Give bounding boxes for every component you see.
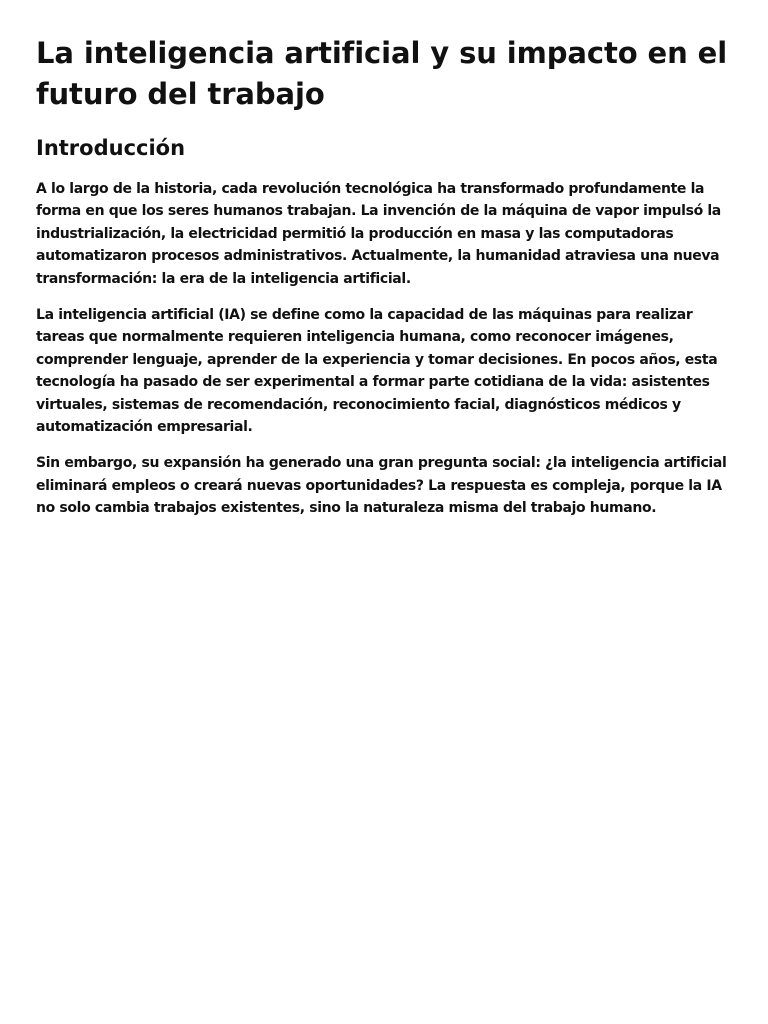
- section-heading-introduccion: Introducción: [36, 136, 186, 160]
- paragraph-1: A lo largo de la historia, cada revolución tecnológica ha transformado profundamente la forma en que los seres humanos trabajan. La invención de la máquina de vapor impulsó la industrialización, la electricidad permitió la producción en masa y las computadoras automatizaron procesos administrativos. Actualmente, la humanidad atraviesa una nueva transformación: la era de la inteligencia artificial.: [36, 181, 721, 287]
- paragraph-2: La inteligencia artificial (IA) se define como la capacidad de las máquinas para realizar tareas que normalmente requieren inteligencia humana, como reconocer imágenes, comprender lenguaje, aprender de la experiencia y tomar decisiones. En pocos años, esta tecnología ha pasado de ser experimental a formar parte cotidiana de la vida: asistentes virtuales, sistemas de recomendación, reconocimiento facial, diagnósticos médicos y automatización empresarial.: [36, 307, 718, 436]
- document-title: La inteligencia artificial y su impacto en el futuro del trabajo: [36, 36, 728, 111]
- paragraph-3: Sin embargo, su expansión ha generado una gran pregunta social: ¿la inteligencia artificial eliminará empleos o creará nuevas oportunidades? La respuesta es compleja, porque la IA no solo cambia trabajos existentes, sino la naturaleza misma del trabajo humano.: [36, 455, 727, 517]
